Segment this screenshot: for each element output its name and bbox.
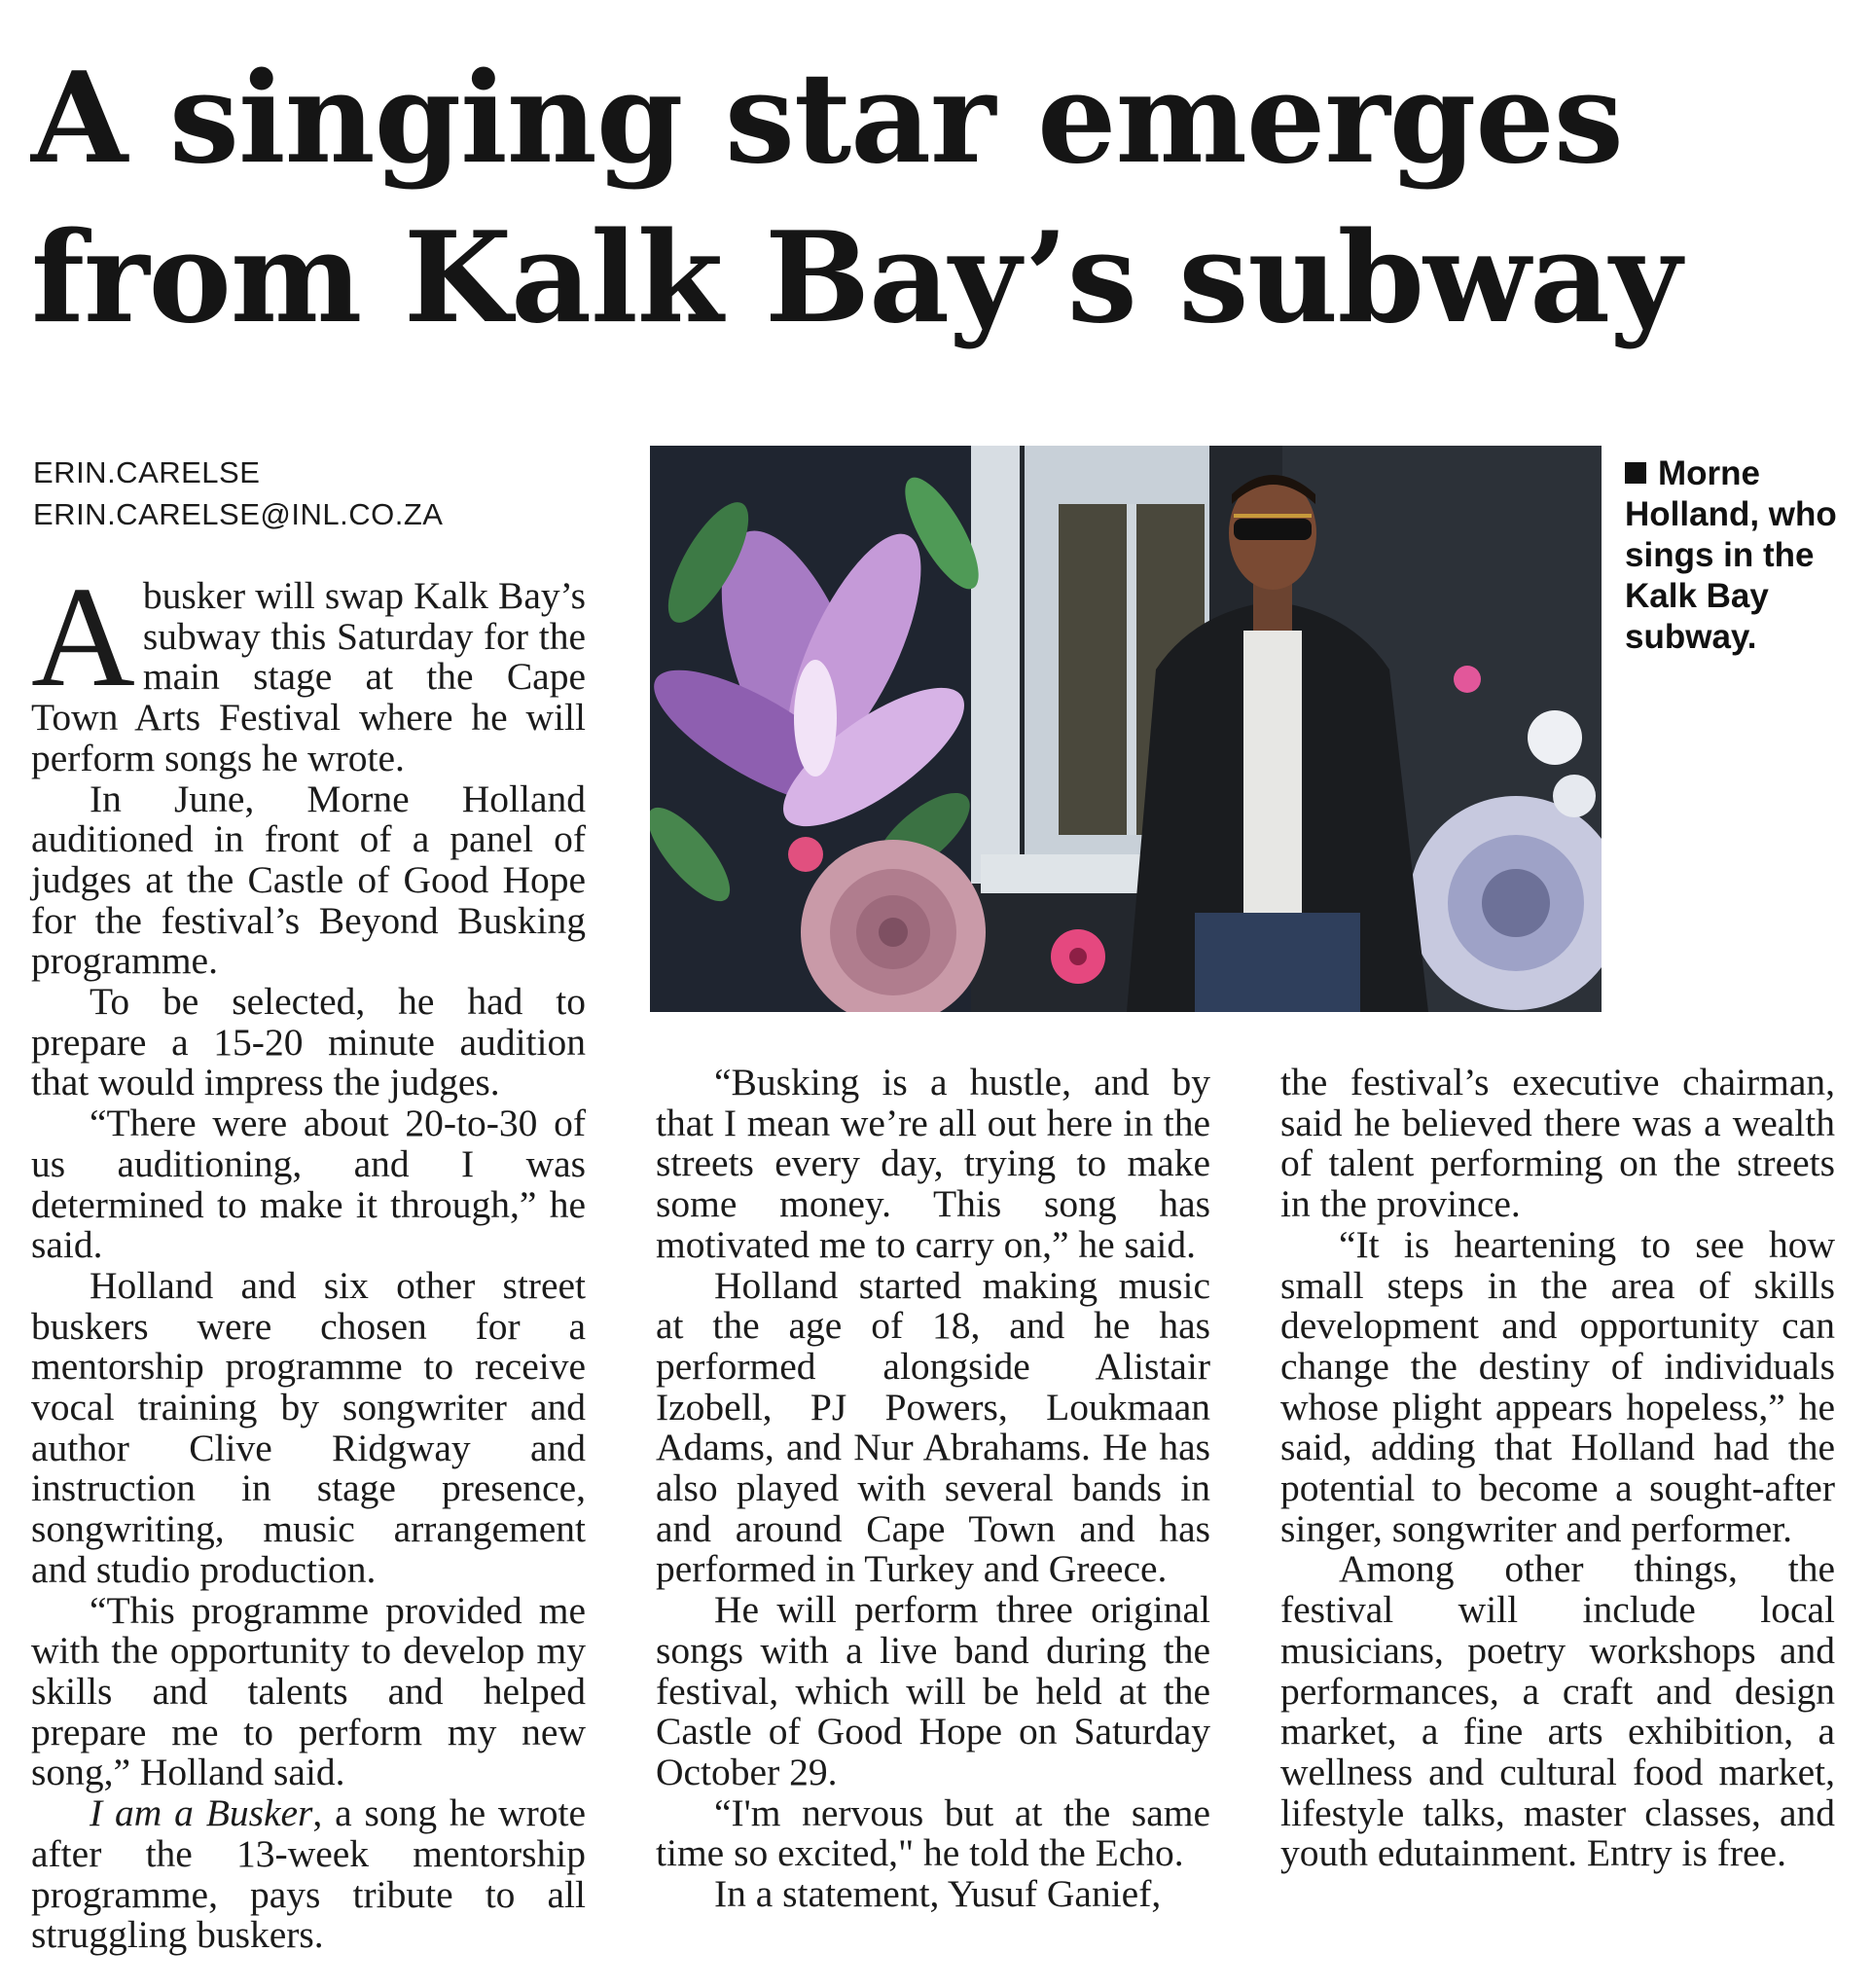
byline-email: ERIN.CARELSE@INL.CO.ZA <box>33 497 444 531</box>
byline-name: ERIN.CARELSE <box>33 455 261 489</box>
article-paragraph-8: “Busking is a hustle, and by that I mean we’re all out here in the streets every day, trying to make some money. This song has motivated me to carry on,” he said. <box>656 1061 1210 1266</box>
article-paragraph-10: He will perform three original songs with a live band during the festival, which will be held at the Castle of Good Hope on Saturday October 29. <box>656 1588 1210 1793</box>
caption-bullet-icon <box>1625 462 1646 484</box>
article-paragraph-14: “It is heartening to see how small steps in the area of skills development and opportunity can change the destiny of individuals whose plight appears hopeless,” he said, adding that Holland had the potential to become a sought-after singer, songwriter and performer. <box>1280 1222 1835 1550</box>
article-paragraph-15: Among other things, the festival will include local musicians, poetry workshops and performances, a craft and design market, a fine arts exhibition, a wellness and cultural food market, lifestyle talks, master classes, and youth edutainment. Entry is free. <box>1280 1547 1835 1875</box>
article-paragraph-7: I am a Busker, a song he wrote after the 13-week mentorship programme, pays tribute to all struggling buskers. <box>31 1791 586 1957</box>
article-paragraph-1: Abusker will swap Kalk Bay’s subway this Saturday for the main stage at the Cape Town Arts Festival where he will perform songs he wrote. <box>31 558 586 779</box>
drop-cap: A <box>31 558 135 717</box>
article-paragraph-13: the festival’s executive chairman, said he believed there was a wealth of talent performing on the streets in the province. <box>1280 1061 1835 1226</box>
article-paragraph-6: “This programme provided me with the opportunity to develop my skills and talents and helped prepare me to perform my new song,” Holland said. <box>31 1588 586 1794</box>
article-column-2 <box>656 1063 1210 1915</box>
article-column-3 <box>1280 1063 1835 1874</box>
article-paragraph-5: Holland and six other street buskers were chosen for a mentorship programme to receive vocal training by songwriter and author Clive Ridgway and instruction in stage presence, songwriting, music arrangement and studio production. <box>31 1263 586 1591</box>
article-paragraph-12: In a statement, Yusuf Ganief, <box>714 1872 1162 1916</box>
article-paragraph-4: “There were about 20-to-30 of us auditioning, and I was determined to make it through,” he said. <box>31 1102 586 1267</box>
song-title: I am a Busker <box>90 1791 313 1835</box>
headline-line-1: A singing star emerges <box>31 46 1623 192</box>
article-column-1 <box>31 558 586 1957</box>
mural-photo-illustration <box>650 446 1602 1012</box>
headline-line-2: from Kalk Bay’s subway <box>31 205 1681 351</box>
article-photo <box>650 446 1602 1012</box>
photo-caption <box>1625 453 1868 658</box>
article-paragraph-2: In June, Morne Holland auditioned in front of a panel of judges at the Castle of Good Hope for the festival’s Beyond Busking programme. <box>31 777 586 983</box>
byline <box>33 452 443 535</box>
caption-text: Morne Holland, who sings in the Kalk Bay subway. <box>1625 454 1837 656</box>
article-paragraph-9: Holland started making music at the age of 18, and he has performed alongside Alistair Izobell, PJ Powers, Loukmaan Adams, and Nur Abrahams. He has also played with several bands in and around Cape Town and has performed in Turkey and Greece. <box>656 1263 1210 1591</box>
article-paragraph-3: To be selected, he had to prepare a 15-20 minute audition that would impress the judges. <box>31 980 586 1104</box>
article-paragraph-11: “I'm nervous but at the same time so excited," he told the Echo. <box>656 1790 1210 1875</box>
